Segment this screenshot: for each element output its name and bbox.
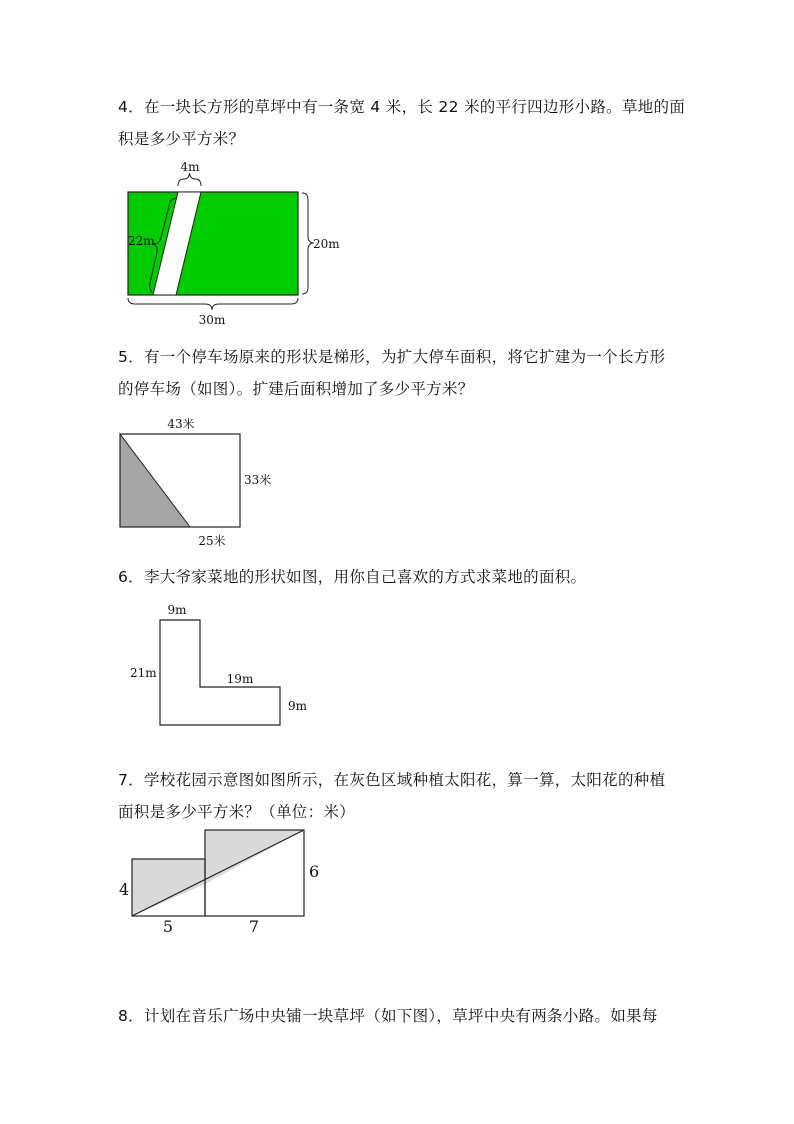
question-5-line-1: 5．有一个停车场原来的形状是梯形，为扩大停车面积，将它扩建为一个长方形 bbox=[118, 348, 666, 366]
label-left: 21m bbox=[130, 666, 157, 680]
question-7-line-2: 面积是多少平方米？（单位：米） bbox=[118, 803, 356, 821]
label-top: 43米 bbox=[167, 417, 195, 431]
question-4-line-2: 积是多少平方米？ bbox=[118, 130, 245, 148]
label-height: 20m bbox=[313, 237, 340, 251]
shaded-left bbox=[132, 859, 205, 916]
label-inner: 19m bbox=[226, 672, 254, 686]
label-bottom: 25米 bbox=[198, 534, 226, 548]
question-6-line-1: 6．李大爷家菜地的形状如图，用你自己喜欢的方式求菜地的面积。 bbox=[118, 568, 587, 586]
question-7-line-1: 7．学校花园示意图如图所示，在灰色区域种植太阳花，算一算，太阳花的种植 bbox=[118, 771, 666, 789]
label-left-width: 5 bbox=[162, 917, 174, 936]
label-right: 33米 bbox=[244, 473, 272, 487]
label-right-height: 6 bbox=[309, 862, 320, 881]
label-path-length: 22m bbox=[128, 234, 155, 248]
label-top: 9m bbox=[167, 603, 187, 617]
question-8-line-1: 8．计划在音乐广场中央铺一块草坪（如下图），草坪中央有两条小路。如果每 bbox=[118, 1007, 658, 1025]
label-path-width: 4m bbox=[180, 160, 200, 174]
shaded-right bbox=[205, 830, 304, 884]
label-right: 9m bbox=[288, 699, 308, 713]
question-8 bbox=[118, 1000, 698, 1032]
label-left-height: 4 bbox=[119, 880, 130, 899]
label-right-width: 7 bbox=[248, 917, 260, 936]
question-4-line-1: 4．在一块长方形的草坪中有一条宽 4 米，长 22 米的平行四边形小路。草地的面 bbox=[118, 98, 686, 116]
question-5-line-2: 的停车场（如图）。扩建后面积增加了多少平方米？ bbox=[118, 380, 474, 398]
label-width: 30m bbox=[198, 313, 226, 327]
